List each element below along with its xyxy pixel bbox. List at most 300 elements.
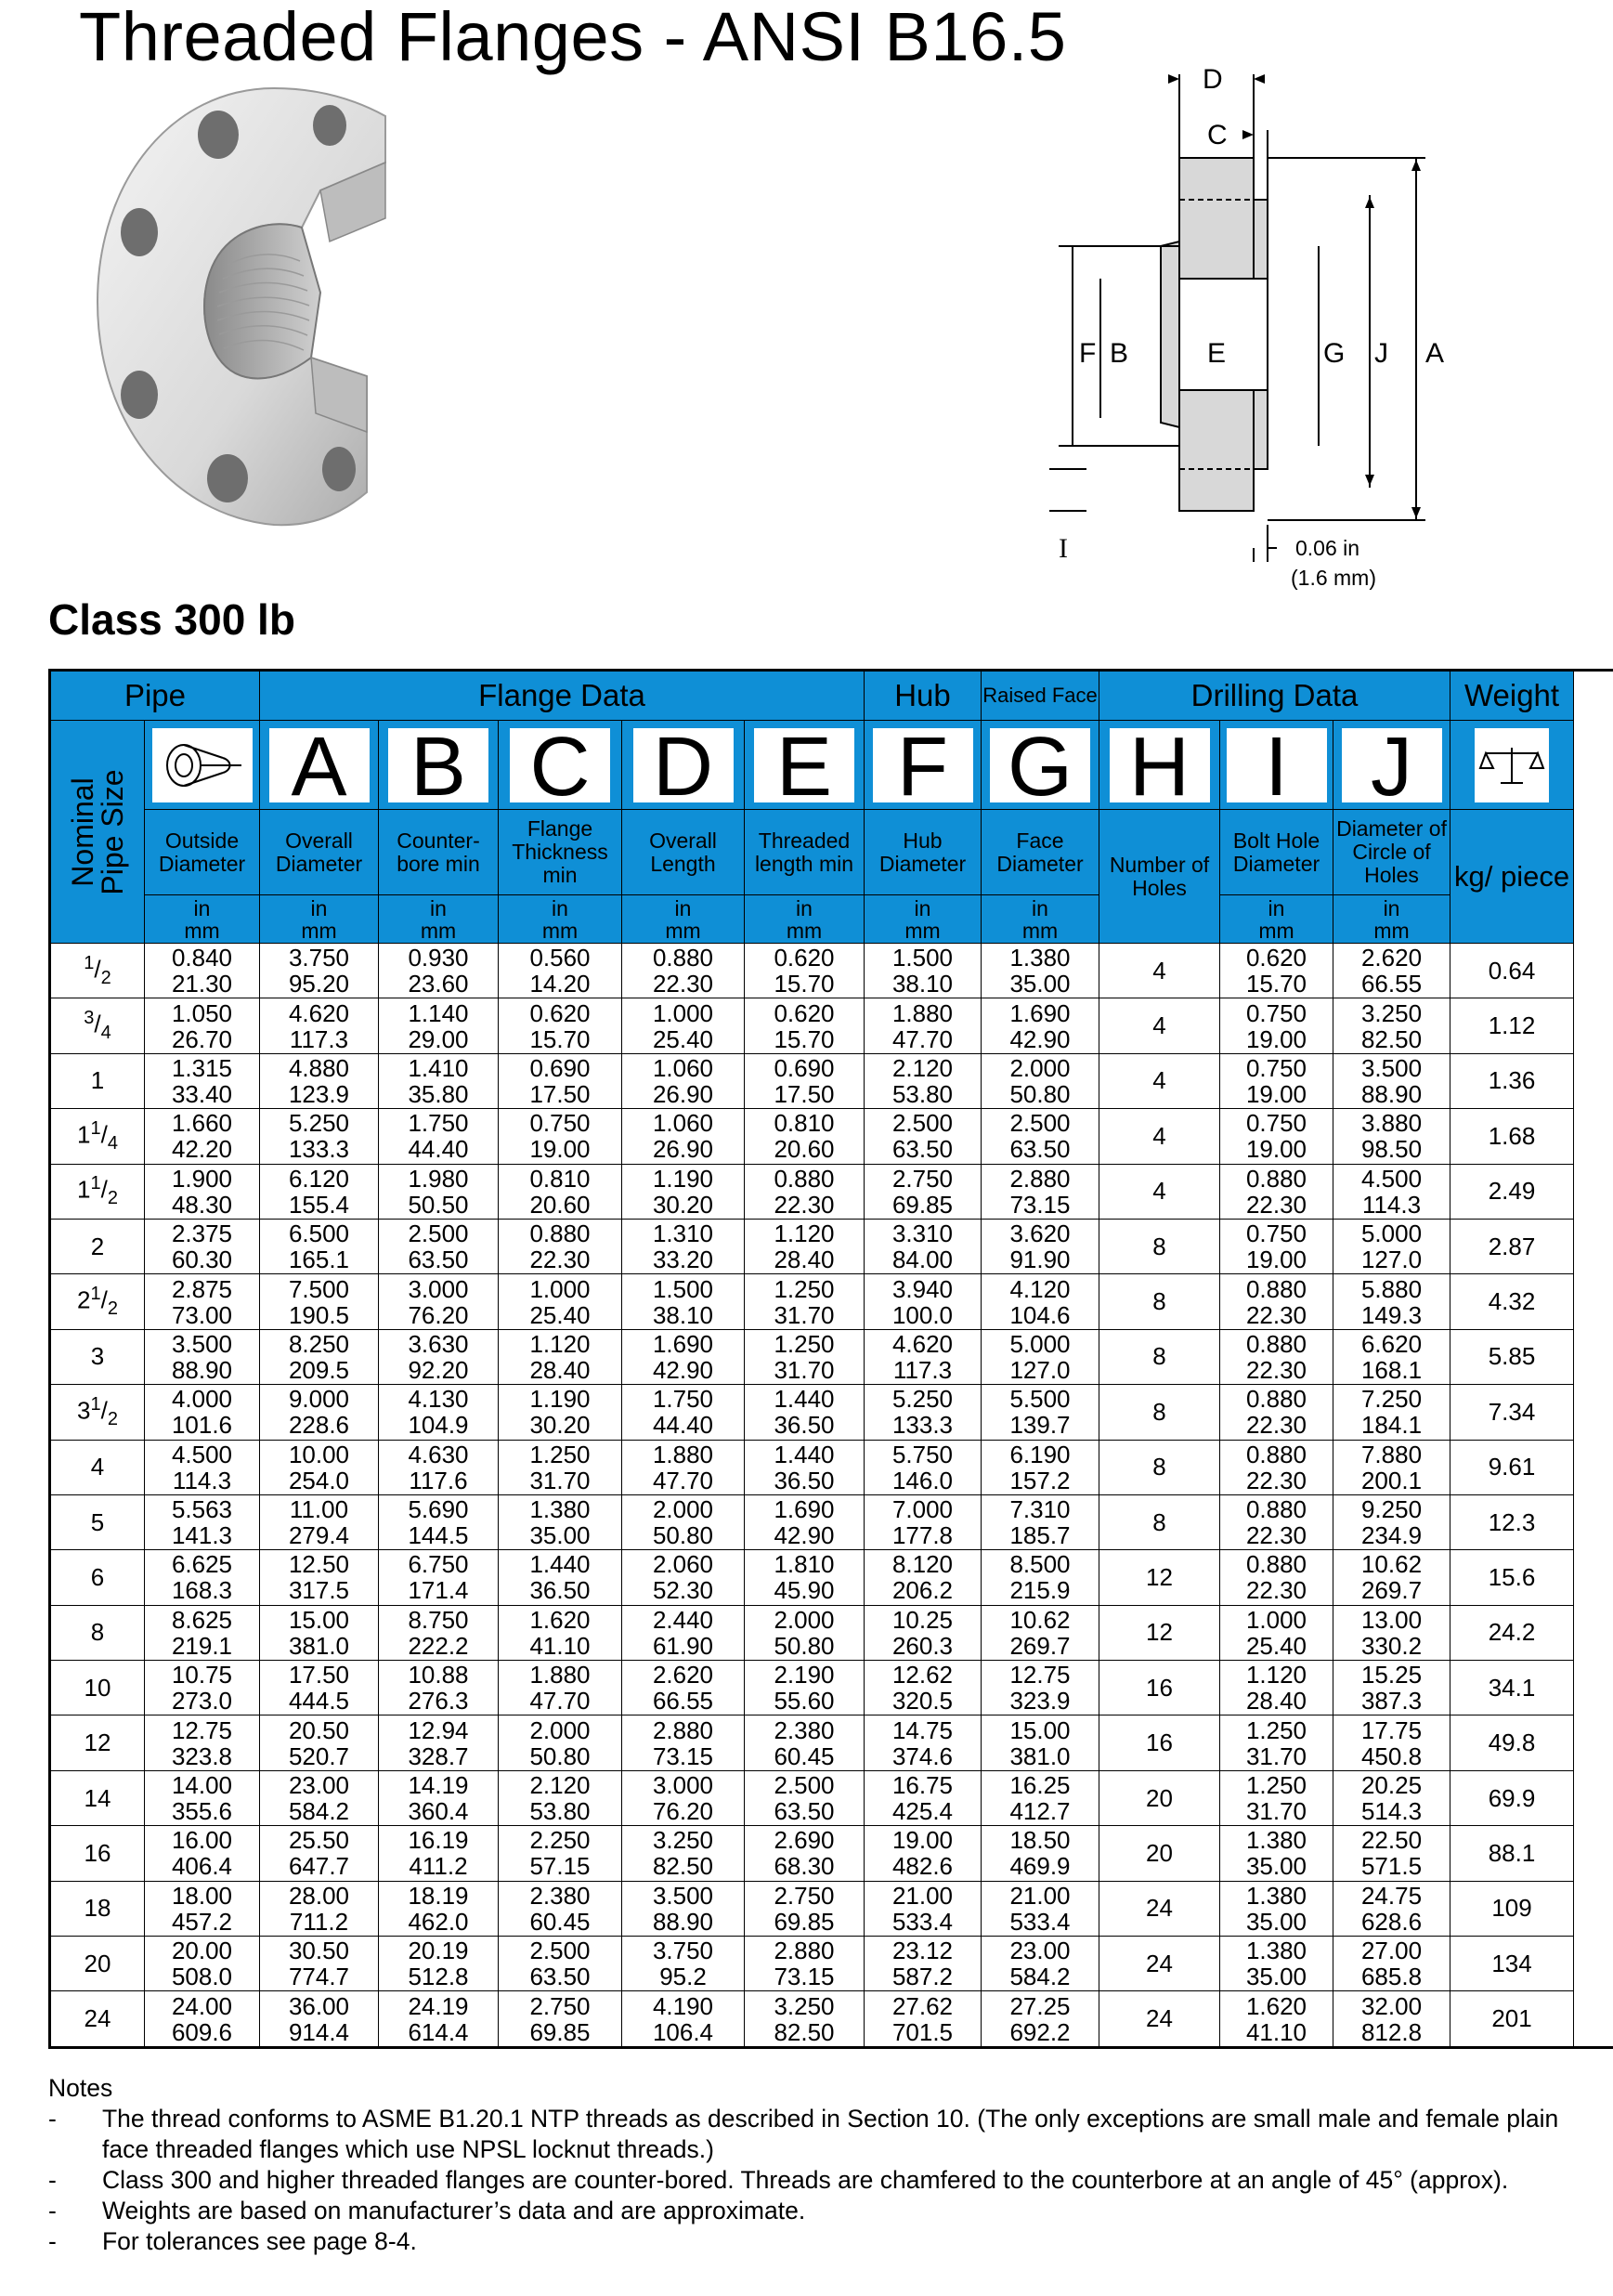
cell-flange-thickness: 1.250 31.70 <box>499 1440 622 1494</box>
cell-number-of-holes: 8 <box>1099 1219 1220 1273</box>
cell-overall-diameter: 4.880 123.9 <box>260 1053 379 1108</box>
cell-hub-diameter: 5.250 133.3 <box>865 1385 982 1440</box>
cell-hub-diameter: 3.310 84.00 <box>865 1219 982 1273</box>
cell-overall-length: 1.000 25.40 <box>622 998 745 1053</box>
cell-weight: 49.8 <box>1450 1715 1574 1770</box>
cell-outside-diameter: 4.500 114.3 <box>145 1440 260 1494</box>
unit-hub-diameter: in mm <box>865 895 982 944</box>
nominal-size: 24 <box>50 1991 145 2047</box>
cell-number-of-holes: 8 <box>1099 1440 1220 1494</box>
cell-threaded-length: 2.000 50.80 <box>745 1605 865 1660</box>
letter-f: F <box>865 721 982 810</box>
cell-circle-of-holes: 17.75 450.8 <box>1333 1715 1450 1770</box>
cell-circle-of-holes: 15.25 387.3 <box>1333 1661 1450 1715</box>
nominal-size: 3 <box>50 1329 145 1384</box>
cell-circle-of-holes: 24.75 628.6 <box>1333 1881 1450 1936</box>
cell-bolt-hole-diameter: 0.750 19.00 <box>1220 1109 1333 1164</box>
nominal-size: 10 <box>50 1661 145 1715</box>
table-row <box>50 1881 1613 1936</box>
nominal-size: 12 <box>50 1715 145 1770</box>
cell-threaded-length: 0.620 15.70 <box>745 998 865 1053</box>
cell-overall-diameter: 3.750 95.20 <box>260 944 379 998</box>
cell-overall-diameter: 23.00 584.2 <box>260 1770 379 1825</box>
cell-circle-of-holes: 3.250 82.50 <box>1333 998 1450 1053</box>
cell-bolt-hole-diameter: 0.880 22.30 <box>1220 1274 1333 1329</box>
group-hub: Hub <box>865 671 982 721</box>
nominal-size: 5 <box>50 1494 145 1549</box>
cell-face-diameter: 2.500 63.50 <box>982 1109 1099 1164</box>
letter-e: E <box>745 721 865 810</box>
cell-hub-diameter: 5.750 146.0 <box>865 1440 982 1494</box>
letter-c: C <box>499 721 622 810</box>
flange-data-table <box>48 669 1613 2049</box>
table-row <box>50 1440 1613 1494</box>
table-row <box>50 1937 1613 1991</box>
label-e: E <box>1207 338 1227 369</box>
cell-bolt-hole-diameter: 1.000 25.40 <box>1220 1605 1333 1660</box>
cell-outside-diameter: 12.75 323.8 <box>145 1715 260 1770</box>
cell-outside-diameter: 1.900 48.30 <box>145 1164 260 1219</box>
cell-overall-length: 2.060 52.30 <box>622 1550 745 1605</box>
cell-overall-length: 0.880 22.30 <box>622 944 745 998</box>
cell-overall-diameter: 5.250 133.3 <box>260 1109 379 1164</box>
cell-outside-diameter: 1.315 33.40 <box>145 1053 260 1108</box>
cell-face-diameter: 12.75 323.9 <box>982 1661 1099 1715</box>
table-row <box>50 1661 1613 1715</box>
label-i: I <box>1059 533 1068 564</box>
label-j: J <box>1374 338 1388 369</box>
group-raised-face: Raised Face <box>982 671 1099 721</box>
cell-outside-diameter: 1.660 42.20 <box>145 1109 260 1164</box>
cell-overall-diameter: 10.00 254.0 <box>260 1440 379 1494</box>
cell-outside-diameter: 8.625 219.1 <box>145 1605 260 1660</box>
cell-flange-thickness: 0.750 19.00 <box>499 1109 622 1164</box>
nominal-pipe-size-header: Nominal Pipe Size <box>50 721 145 944</box>
cell-threaded-length: 0.690 17.50 <box>745 1053 865 1108</box>
nominal-size: 2 <box>50 1219 145 1273</box>
col-bolt-hole-diameter: Bolt Hole Diameter <box>1220 810 1333 895</box>
nominal-size: $^3/_4$ <box>50 998 145 1053</box>
cell-number-of-holes: 4 <box>1099 998 1220 1053</box>
cell-hub-diameter: 3.940 100.0 <box>865 1274 982 1329</box>
cell-counterbore: 2.500 63.50 <box>379 1219 499 1273</box>
cell-number-of-holes: 4 <box>1099 1053 1220 1108</box>
cell-face-diameter: 16.25 412.7 <box>982 1770 1099 1825</box>
cell-circle-of-holes: 10.62 269.7 <box>1333 1550 1450 1605</box>
unit-circle-of-holes: in mm <box>1333 895 1450 944</box>
cell-number-of-holes: 24 <box>1099 1991 1220 2047</box>
cell-counterbore: 3.000 76.20 <box>379 1274 499 1329</box>
cell-counterbore: 6.750 171.4 <box>379 1550 499 1605</box>
cell-weight: 5.85 <box>1450 1329 1574 1384</box>
cell-overall-length: 1.690 42.90 <box>622 1329 745 1384</box>
cell-bolt-hole-diameter: 1.120 28.40 <box>1220 1661 1333 1715</box>
cell-bolt-hole-diameter: 0.880 22.30 <box>1220 1550 1333 1605</box>
cell-counterbore: 10.88 276.3 <box>379 1661 499 1715</box>
cell-number-of-holes: 20 <box>1099 1826 1220 1881</box>
cell-bolt-hole-diameter: 1.250 31.70 <box>1220 1715 1333 1770</box>
cell-face-diameter: 6.190 157.2 <box>982 1440 1099 1494</box>
cell-overall-length: 1.060 26.90 <box>622 1053 745 1108</box>
dimension-diagram <box>1040 56 1523 594</box>
col-face-diameter: Face Diameter <box>982 810 1099 895</box>
cell-face-diameter: 5.500 139.7 <box>982 1385 1099 1440</box>
cell-overall-length: 3.250 82.50 <box>622 1826 745 1881</box>
cell-number-of-holes: 8 <box>1099 1274 1220 1329</box>
cell-circle-of-holes: 2.620 66.55 <box>1333 944 1450 998</box>
cell-hub-diameter: 16.75 425.4 <box>865 1770 982 1825</box>
cell-weight: 88.1 <box>1450 1826 1574 1881</box>
cell-number-of-holes: 4 <box>1099 1109 1220 1164</box>
note-item: - For tolerances see page 8-4. <box>48 2227 417 2255</box>
cell-circle-of-holes: 20.25 514.3 <box>1333 1770 1450 1825</box>
col-outside-diameter: Outside Diameter <box>145 810 260 895</box>
unit-bolt-hole-diameter: in mm <box>1220 895 1333 944</box>
cell-face-diameter: 2.880 73.15 <box>982 1164 1099 1219</box>
cell-outside-diameter: 24.00 609.6 <box>145 1991 260 2047</box>
cell-weight: 2.87 <box>1450 1219 1574 1273</box>
cell-overall-diameter: 25.50 647.7 <box>260 1826 379 1881</box>
cell-outside-diameter: 20.00 508.0 <box>145 1937 260 1991</box>
cell-circle-of-holes: 27.00 685.8 <box>1333 1937 1450 1991</box>
cell-hub-diameter: 10.25 260.3 <box>865 1605 982 1660</box>
cell-weight: 15.6 <box>1450 1550 1574 1605</box>
cell-hub-diameter: 19.00 482.6 <box>865 1826 982 1881</box>
cell-weight: 109 <box>1450 1881 1574 1936</box>
cell-overall-diameter: 8.250 209.5 <box>260 1329 379 1384</box>
cell-overall-length: 2.620 66.55 <box>622 1661 745 1715</box>
cell-face-diameter: 15.00 381.0 <box>982 1715 1099 1770</box>
cell-flange-thickness: 1.190 30.20 <box>499 1385 622 1440</box>
cell-hub-diameter: 2.750 69.85 <box>865 1164 982 1219</box>
cell-flange-thickness: 2.250 57.15 <box>499 1826 622 1881</box>
cell-threaded-length: 1.440 36.50 <box>745 1440 865 1494</box>
cell-face-diameter: 1.380 35.00 <box>982 944 1099 998</box>
cell-face-diameter: 1.690 42.90 <box>982 998 1099 1053</box>
cell-number-of-holes: 8 <box>1099 1385 1220 1440</box>
page-title: Threaded Flanges - ANSI B16.5 <box>79 0 1067 75</box>
cell-weight: 1.12 <box>1450 998 1574 1053</box>
nominal-size: 4 <box>50 1440 145 1494</box>
cell-flange-thickness: 0.810 20.60 <box>499 1164 622 1219</box>
nominal-size: $1^1/_2$ <box>50 1164 145 1219</box>
col-flange-thickness: Flange Thickness min <box>499 810 622 895</box>
cell-flange-thickness: 1.440 36.50 <box>499 1550 622 1605</box>
cell-circle-of-holes: 6.620 168.1 <box>1333 1329 1450 1384</box>
cell-circle-of-holes: 13.00 330.2 <box>1333 1605 1450 1660</box>
table-row <box>50 998 1613 1053</box>
table-row <box>50 1053 1613 1108</box>
cell-circle-of-holes: 5.000 127.0 <box>1333 1219 1450 1273</box>
cell-hub-diameter: 27.62 701.5 <box>865 1991 982 2047</box>
cell-counterbore: 1.750 44.40 <box>379 1109 499 1164</box>
cell-face-diameter: 21.00 533.4 <box>982 1881 1099 1936</box>
cell-face-diameter: 4.120 104.6 <box>982 1274 1099 1329</box>
col-hub-diameter: Hub Diameter <box>865 810 982 895</box>
cell-weight: 69.9 <box>1450 1770 1574 1825</box>
cell-flange-thickness: 1.880 47.70 <box>499 1661 622 1715</box>
cell-face-diameter: 23.00 584.2 <box>982 1937 1099 1991</box>
cell-overall-length: 1.310 33.20 <box>622 1219 745 1273</box>
nominal-size: $^1/_2$ <box>50 944 145 998</box>
cell-threaded-length: 3.250 82.50 <box>745 1991 865 2047</box>
table-row <box>50 1605 1613 1660</box>
cell-bolt-hole-diameter: 1.380 35.00 <box>1220 1826 1333 1881</box>
cell-bolt-hole-diameter: 0.620 15.70 <box>1220 944 1333 998</box>
cell-overall-length: 2.440 61.90 <box>622 1605 745 1660</box>
cell-weight: 4.32 <box>1450 1274 1574 1329</box>
cell-overall-diameter: 30.50 774.7 <box>260 1937 379 1991</box>
cell-hub-diameter: 1.880 47.70 <box>865 998 982 1053</box>
cell-weight: 2.49 <box>1450 1164 1574 1219</box>
letter-a: A <box>260 721 379 810</box>
nominal-size: 14 <box>50 1770 145 1825</box>
cell-overall-length: 3.000 76.20 <box>622 1770 745 1825</box>
cell-outside-diameter: 0.840 21.30 <box>145 944 260 998</box>
cell-bolt-hole-diameter: 0.750 19.00 <box>1220 1219 1333 1273</box>
cell-circle-of-holes: 22.50 571.5 <box>1333 1826 1450 1881</box>
table-row <box>50 1715 1613 1770</box>
letter-j: J <box>1333 721 1450 810</box>
letter-b: B <box>379 721 499 810</box>
cell-bolt-hole-diameter: 0.750 19.00 <box>1220 1053 1333 1108</box>
cell-threaded-length: 2.880 73.15 <box>745 1937 865 1991</box>
cell-counterbore: 12.94 328.7 <box>379 1715 499 1770</box>
raised-face-in: 0.06 in <box>1295 536 1360 560</box>
cell-outside-diameter: 3.500 88.90 <box>145 1329 260 1384</box>
cell-weight: 201 <box>1450 1991 1574 2047</box>
scale-icon-cell <box>1450 721 1574 810</box>
cell-overall-diameter: 15.00 381.0 <box>260 1605 379 1660</box>
cell-face-diameter: 7.310 185.7 <box>982 1494 1099 1549</box>
cell-overall-diameter: 6.500 165.1 <box>260 1219 379 1273</box>
cell-face-diameter: 27.25 692.2 <box>982 1991 1099 2047</box>
col-number-of-holes: Number of Holes <box>1099 810 1220 944</box>
cell-bolt-hole-diameter: 1.380 35.00 <box>1220 1937 1333 1991</box>
cell-number-of-holes: 20 <box>1099 1770 1220 1825</box>
letter-i: I <box>1220 721 1333 810</box>
group-weight: Weight <box>1450 671 1574 721</box>
table-row <box>50 1494 1613 1549</box>
unit-threaded-length: in mm <box>745 895 865 944</box>
cell-bolt-hole-diameter: 0.880 22.30 <box>1220 1329 1333 1384</box>
cell-overall-diameter: 12.50 317.5 <box>260 1550 379 1605</box>
table-row <box>50 1164 1613 1219</box>
table-body <box>50 944 1613 2048</box>
unit-overall-length: in mm <box>622 895 745 944</box>
cell-bolt-hole-diameter: 0.880 22.30 <box>1220 1385 1333 1440</box>
notes-section <box>48 2073 1571 2257</box>
cell-weight: 1.68 <box>1450 1109 1574 1164</box>
cell-bolt-hole-diameter: 0.880 22.30 <box>1220 1494 1333 1549</box>
cell-threaded-length: 0.620 15.70 <box>745 944 865 998</box>
table-row <box>50 1550 1613 1605</box>
label-d: D <box>1203 64 1223 95</box>
cell-weight: 7.34 <box>1450 1385 1574 1440</box>
unit-outside-diameter: in mm <box>145 895 260 944</box>
flange-illustration <box>88 79 478 543</box>
cell-overall-length: 3.750 95.2 <box>622 1937 745 1991</box>
cell-overall-length: 2.000 50.80 <box>622 1494 745 1549</box>
notes-heading: Notes <box>48 2074 113 2102</box>
cell-number-of-holes: 8 <box>1099 1494 1220 1549</box>
cell-bolt-hole-diameter: 0.750 19.00 <box>1220 998 1333 1053</box>
cell-outside-diameter: 4.000 101.6 <box>145 1385 260 1440</box>
note-item: - The thread conforms to ASME B1.20.1 NTP threads as described in Section 10. (The only exceptions are small male and female plain face threaded flanges which use NPSL locknut threads.) <box>48 2105 1559 2163</box>
cell-counterbore: 1.140 29.00 <box>379 998 499 1053</box>
notes-list <box>48 2104 1571 2257</box>
col-threaded-length: Threaded length min <box>745 810 865 895</box>
cell-weight: 0.64 <box>1450 944 1574 998</box>
label-f: F <box>1079 338 1097 369</box>
cell-overall-length: 3.500 88.90 <box>622 1881 745 1936</box>
cell-number-of-holes: 16 <box>1099 1715 1220 1770</box>
cell-overall-diameter: 36.00 914.4 <box>260 1991 379 2047</box>
cell-outside-diameter: 14.00 355.6 <box>145 1770 260 1825</box>
cell-face-diameter: 18.50 469.9 <box>982 1826 1099 1881</box>
cell-hub-diameter: 8.120 206.2 <box>865 1550 982 1605</box>
cell-counterbore: 0.930 23.60 <box>379 944 499 998</box>
cell-outside-diameter: 18.00 457.2 <box>145 1881 260 1936</box>
cell-threaded-length: 1.250 31.70 <box>745 1274 865 1329</box>
cell-flange-thickness: 1.380 35.00 <box>499 1494 622 1549</box>
table-row <box>50 1109 1613 1164</box>
cell-flange-thickness: 1.000 25.40 <box>499 1274 622 1329</box>
nominal-size: $3^1/_2$ <box>50 1385 145 1440</box>
cell-threaded-length: 2.380 60.45 <box>745 1715 865 1770</box>
note-item: - Weights are based on manufacturer’s data and are approximate. <box>48 2197 806 2224</box>
pipe-icon <box>158 737 247 793</box>
cell-flange-thickness: 2.380 60.45 <box>499 1881 622 1936</box>
cell-bolt-hole-diameter: 1.250 31.70 <box>1220 1770 1333 1825</box>
cell-number-of-holes: 4 <box>1099 1164 1220 1219</box>
cell-counterbore: 18.19 462.0 <box>379 1881 499 1936</box>
cell-counterbore: 5.690 144.5 <box>379 1494 499 1549</box>
unit-overall-diameter: in mm <box>260 895 379 944</box>
unit-counterbore: in mm <box>379 895 499 944</box>
nominal-size: $1^1/_4$ <box>50 1109 145 1164</box>
cell-overall-length: 2.880 73.15 <box>622 1715 745 1770</box>
label-c: C <box>1207 120 1228 150</box>
cell-threaded-length: 2.690 68.30 <box>745 1826 865 1881</box>
cell-overall-diameter: 28.00 711.2 <box>260 1881 379 1936</box>
cell-number-of-holes: 24 <box>1099 1881 1220 1936</box>
cell-weight: 1.36 <box>1450 1053 1574 1108</box>
label-g: G <box>1323 338 1346 369</box>
class-title: Class 300 lb <box>48 595 295 644</box>
cell-threaded-length: 0.810 20.60 <box>745 1109 865 1164</box>
cell-counterbore: 1.410 35.80 <box>379 1053 499 1108</box>
col-kg-piece: kg/ piece <box>1450 810 1574 944</box>
cell-hub-diameter: 2.500 63.50 <box>865 1109 982 1164</box>
cell-circle-of-holes: 7.880 200.1 <box>1333 1440 1450 1494</box>
unit-row <box>50 895 1613 944</box>
cell-circle-of-holes: 9.250 234.9 <box>1333 1494 1450 1549</box>
cell-counterbore: 8.750 222.2 <box>379 1605 499 1660</box>
cell-counterbore: 3.630 92.20 <box>379 1329 499 1384</box>
cell-flange-thickness: 2.500 63.50 <box>499 1937 622 1991</box>
letter-g: G <box>982 721 1099 810</box>
cell-circle-of-holes: 7.250 184.1 <box>1333 1385 1450 1440</box>
cell-overall-diameter: 7.500 190.5 <box>260 1274 379 1329</box>
cell-counterbore: 14.19 360.4 <box>379 1770 499 1825</box>
cell-outside-diameter: 6.625 168.3 <box>145 1550 260 1605</box>
cell-flange-thickness: 1.620 41.10 <box>499 1605 622 1660</box>
label-a: A <box>1425 338 1445 369</box>
cell-hub-diameter: 7.000 177.8 <box>865 1494 982 1549</box>
cell-bolt-hole-diameter: 0.880 22.30 <box>1220 1440 1333 1494</box>
nominal-size: $2^1/_2$ <box>50 1274 145 1329</box>
table-row <box>50 1770 1613 1825</box>
cell-overall-diameter: 17.50 444.5 <box>260 1661 379 1715</box>
cell-overall-diameter: 6.120 155.4 <box>260 1164 379 1219</box>
cell-hub-diameter: 1.500 38.10 <box>865 944 982 998</box>
nominal-size: 1 <box>50 1053 145 1108</box>
cell-hub-diameter: 4.620 117.3 <box>865 1329 982 1384</box>
raised-face-mm: (1.6 mm) <box>1291 566 1376 590</box>
cell-number-of-holes: 24 <box>1099 1937 1220 1991</box>
cell-flange-thickness: 0.620 15.70 <box>499 998 622 1053</box>
cell-number-of-holes: 4 <box>1099 944 1220 998</box>
cell-face-diameter: 5.000 127.0 <box>982 1329 1099 1384</box>
table-row <box>50 1991 1613 2047</box>
table-row <box>50 1385 1613 1440</box>
cell-circle-of-holes: 5.880 149.3 <box>1333 1274 1450 1329</box>
letter-h: H <box>1099 721 1220 810</box>
cell-threaded-length: 1.810 45.90 <box>745 1550 865 1605</box>
table-row <box>50 944 1613 998</box>
cell-bolt-hole-diameter: 0.880 22.30 <box>1220 1164 1333 1219</box>
cell-threaded-length: 1.440 36.50 <box>745 1385 865 1440</box>
cell-face-diameter: 3.620 91.90 <box>982 1219 1099 1273</box>
cell-threaded-length: 0.880 22.30 <box>745 1164 865 1219</box>
cell-flange-thickness: 2.120 53.80 <box>499 1770 622 1825</box>
cell-hub-diameter: 21.00 533.4 <box>865 1881 982 1936</box>
cell-weight: 24.2 <box>1450 1605 1574 1660</box>
cell-threaded-length: 1.250 31.70 <box>745 1329 865 1384</box>
cell-counterbore: 1.980 50.50 <box>379 1164 499 1219</box>
nominal-size: 16 <box>50 1826 145 1881</box>
cell-flange-thickness: 0.560 14.20 <box>499 944 622 998</box>
cell-overall-length: 1.060 26.90 <box>622 1109 745 1164</box>
scale-icon <box>1478 742 1545 789</box>
nominal-size: 20 <box>50 1937 145 1991</box>
cell-number-of-holes: 16 <box>1099 1661 1220 1715</box>
cell-circle-of-holes: 3.500 88.90 <box>1333 1053 1450 1108</box>
note-item: - Class 300 and higher threaded flanges are counter-bored. Threads are chamfered to the counterbore at an angle of 45° (approx). <box>48 2166 1509 2194</box>
cell-counterbore: 16.19 411.2 <box>379 1826 499 1881</box>
cell-outside-diameter: 5.563 141.3 <box>145 1494 260 1549</box>
table-row <box>50 1274 1613 1329</box>
cell-circle-of-holes: 4.500 114.3 <box>1333 1164 1450 1219</box>
cell-overall-diameter: 9.000 228.6 <box>260 1385 379 1440</box>
cell-overall-length: 1.500 38.10 <box>622 1274 745 1329</box>
cell-circle-of-holes: 3.880 98.50 <box>1333 1109 1450 1164</box>
table-row <box>50 1329 1613 1384</box>
cell-circle-of-holes: 32.00 812.8 <box>1333 1991 1450 2047</box>
col-circle-of-holes: Diameter of Circle of Holes <box>1333 810 1450 895</box>
cell-hub-diameter: 14.75 374.6 <box>865 1715 982 1770</box>
col-overall-diameter: Overall Diameter <box>260 810 379 895</box>
cell-weight: 12.3 <box>1450 1494 1574 1549</box>
cell-hub-diameter: 12.62 320.5 <box>865 1661 982 1715</box>
cell-threaded-length: 2.500 63.50 <box>745 1770 865 1825</box>
cell-threaded-length: 1.120 28.40 <box>745 1219 865 1273</box>
cell-number-of-holes: 8 <box>1099 1329 1220 1384</box>
cell-weight: 134 <box>1450 1937 1574 1991</box>
table-row <box>50 1219 1613 1273</box>
cell-threaded-length: 1.690 42.90 <box>745 1494 865 1549</box>
